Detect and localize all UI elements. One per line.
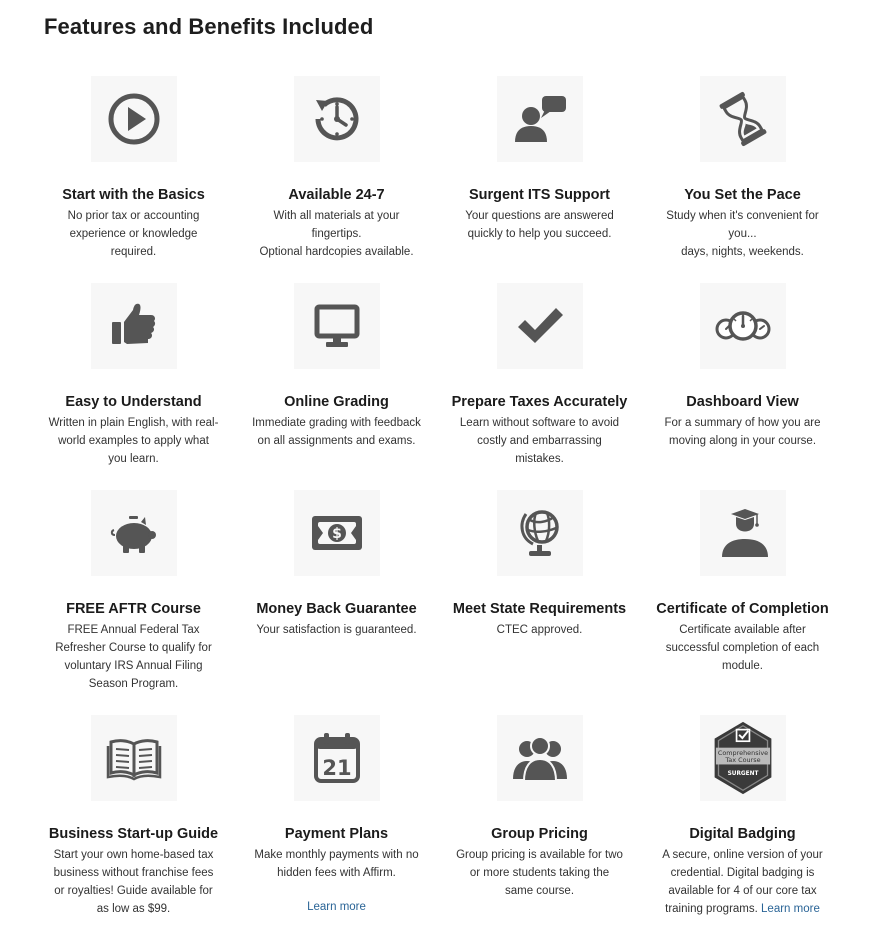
monitor-icon [294,283,380,369]
description-line: Start your own home-based tax [53,849,214,861]
feature-description [447,207,633,243]
feature-title: Dashboard View [686,394,799,410]
description-line: For a summary of how you are [664,417,821,429]
description-line: FREE Annual Federal Tax [67,624,200,636]
feature-description [41,846,227,918]
description-line: Refresher Course to qualify for [55,642,212,654]
digital-badging-learn-more-link[interactable]: Learn more [761,903,820,915]
feature-title: Meet State Requirements [452,601,627,617]
description-line: successful completion of each [665,642,820,654]
feature-description [244,414,430,450]
feature-description [244,621,430,639]
feature-description [41,414,227,468]
feature-description [41,207,227,261]
piggy-bank-icon [91,490,177,576]
description-line: available for 4 of our core tax [668,885,817,897]
feature-description [244,207,430,261]
feature-description [650,846,836,918]
open-book-icon [91,715,177,801]
feature-title: You Set the Pace [684,187,801,203]
description-line: mistakes. [515,453,564,465]
feature-title: Business Start-up Guide [48,826,219,842]
payment-plans-learn-more-link[interactable]: Learn more [307,901,366,913]
support-chat-icon [497,76,583,162]
description-line: Study when it's convenient for [666,210,819,222]
thumbs-up-icon [91,283,177,369]
description-line: you learn. [108,453,159,465]
description-line: as low as $99. [96,903,171,915]
description-line: credential. Digital badging is [670,867,815,879]
calendar-day: 21 [321,756,352,780]
feature-card [32,277,235,484]
description-line: Immediate grading with feedback [252,417,421,429]
clock-refresh-icon [294,76,380,162]
hourglass-icon [700,76,786,162]
badge-brand: SURGENT [727,770,758,777]
feature-description [650,621,836,675]
feature-card [235,709,438,934]
description-line: module. [722,660,763,672]
feature-card [641,70,844,277]
description-line: A secure, online version of your [662,849,823,861]
description-line: With all materials at your [273,210,400,222]
feature-description [41,621,227,693]
feature-description [650,207,836,261]
calendar-icon [294,715,380,801]
checkmark-icon [497,283,583,369]
description-line: you... [728,228,757,240]
description-line: Optional hardcopies available. [259,246,414,258]
feature-title: Easy to Understand [65,394,202,410]
feature-card [32,70,235,277]
description-line: same course. [504,885,575,897]
feature-card [438,709,641,934]
description-line: moving along in your course. [668,435,817,447]
description-line: days, nights, weekends. [681,246,804,258]
feature-description [447,846,633,900]
feature-card [438,484,641,709]
description-line: quickly to help you succeed. [467,228,612,240]
feature-card [438,277,641,484]
description-line: business without franchise fees [53,867,214,879]
description-line: Your satisfaction is guaranteed. [256,624,417,636]
feature-card [235,277,438,484]
description-line: Certificate available after [679,624,806,636]
group-icon [497,715,583,801]
description-line: No prior tax or accounting [67,210,200,222]
description-line: on all assignments and exams. [257,435,416,447]
badge-line-1: Comprehensive [717,748,768,757]
description-line: or more students taking the [469,867,610,879]
feature-title: Payment Plans [284,826,389,842]
feature-title: Surgent ITS Support [469,187,610,203]
description-line: Season Program. [88,678,179,690]
feature-title: Available 24-7 [288,187,385,203]
feature-title: Money Back Guarantee [256,601,417,617]
badge-icon [700,715,786,801]
dashboard-gauges-icon [700,283,786,369]
feature-card [641,484,844,709]
feature-card [32,484,235,709]
feature-description [244,846,430,916]
feature-description [447,621,633,639]
description-line [650,900,836,918]
feature-title: Prepare Taxes Accurately [451,394,628,410]
feature-title: Certificate of Completion [656,601,829,617]
feature-title: Digital Badging [689,826,796,842]
description-line: Your questions are answered [465,210,614,222]
svg-text:$: $ [331,526,342,542]
badge-line-2: Tax Course [724,755,761,764]
dollar-bill-icon [294,490,380,576]
page-title: Features and Benefits Included [44,14,374,39]
description-line: fingertips. [311,228,362,240]
feature-card [32,709,235,934]
feature-title: Group Pricing [491,826,588,842]
feature-card [235,70,438,277]
description-line: Group pricing is available for two [456,849,623,861]
globe-icon [497,490,583,576]
feature-card [641,709,844,934]
feature-title: FREE AFTR Course [66,601,201,617]
description-line: required. [110,246,157,258]
description-line-text: training programs. [665,903,758,915]
description-line: voluntary IRS Annual Filing [64,660,203,672]
feature-card [641,277,844,484]
graduate-icon [700,490,786,576]
play-icon [91,76,177,162]
description-line: Make monthly payments with no [254,849,419,861]
description-line: Learn without software to avoid [459,417,620,429]
feature-description [650,414,836,450]
description-line: experience or knowledge [69,228,198,240]
description-line: costly and embarrassing [477,435,602,447]
feature-title: Online Grading [284,394,389,410]
description-line: world examples to apply what [58,435,209,447]
description-line: hidden fees with Affirm. [277,867,396,879]
description-line: Written in plain English, with real- [48,417,219,429]
description-line: or royalties! Guide available for [54,885,213,897]
description-line: CTEC approved. [496,624,583,636]
feature-card [438,70,641,277]
features-grid [32,70,844,934]
feature-card [235,484,438,709]
feature-title: Start with the Basics [62,187,205,203]
feature-description [447,414,633,468]
